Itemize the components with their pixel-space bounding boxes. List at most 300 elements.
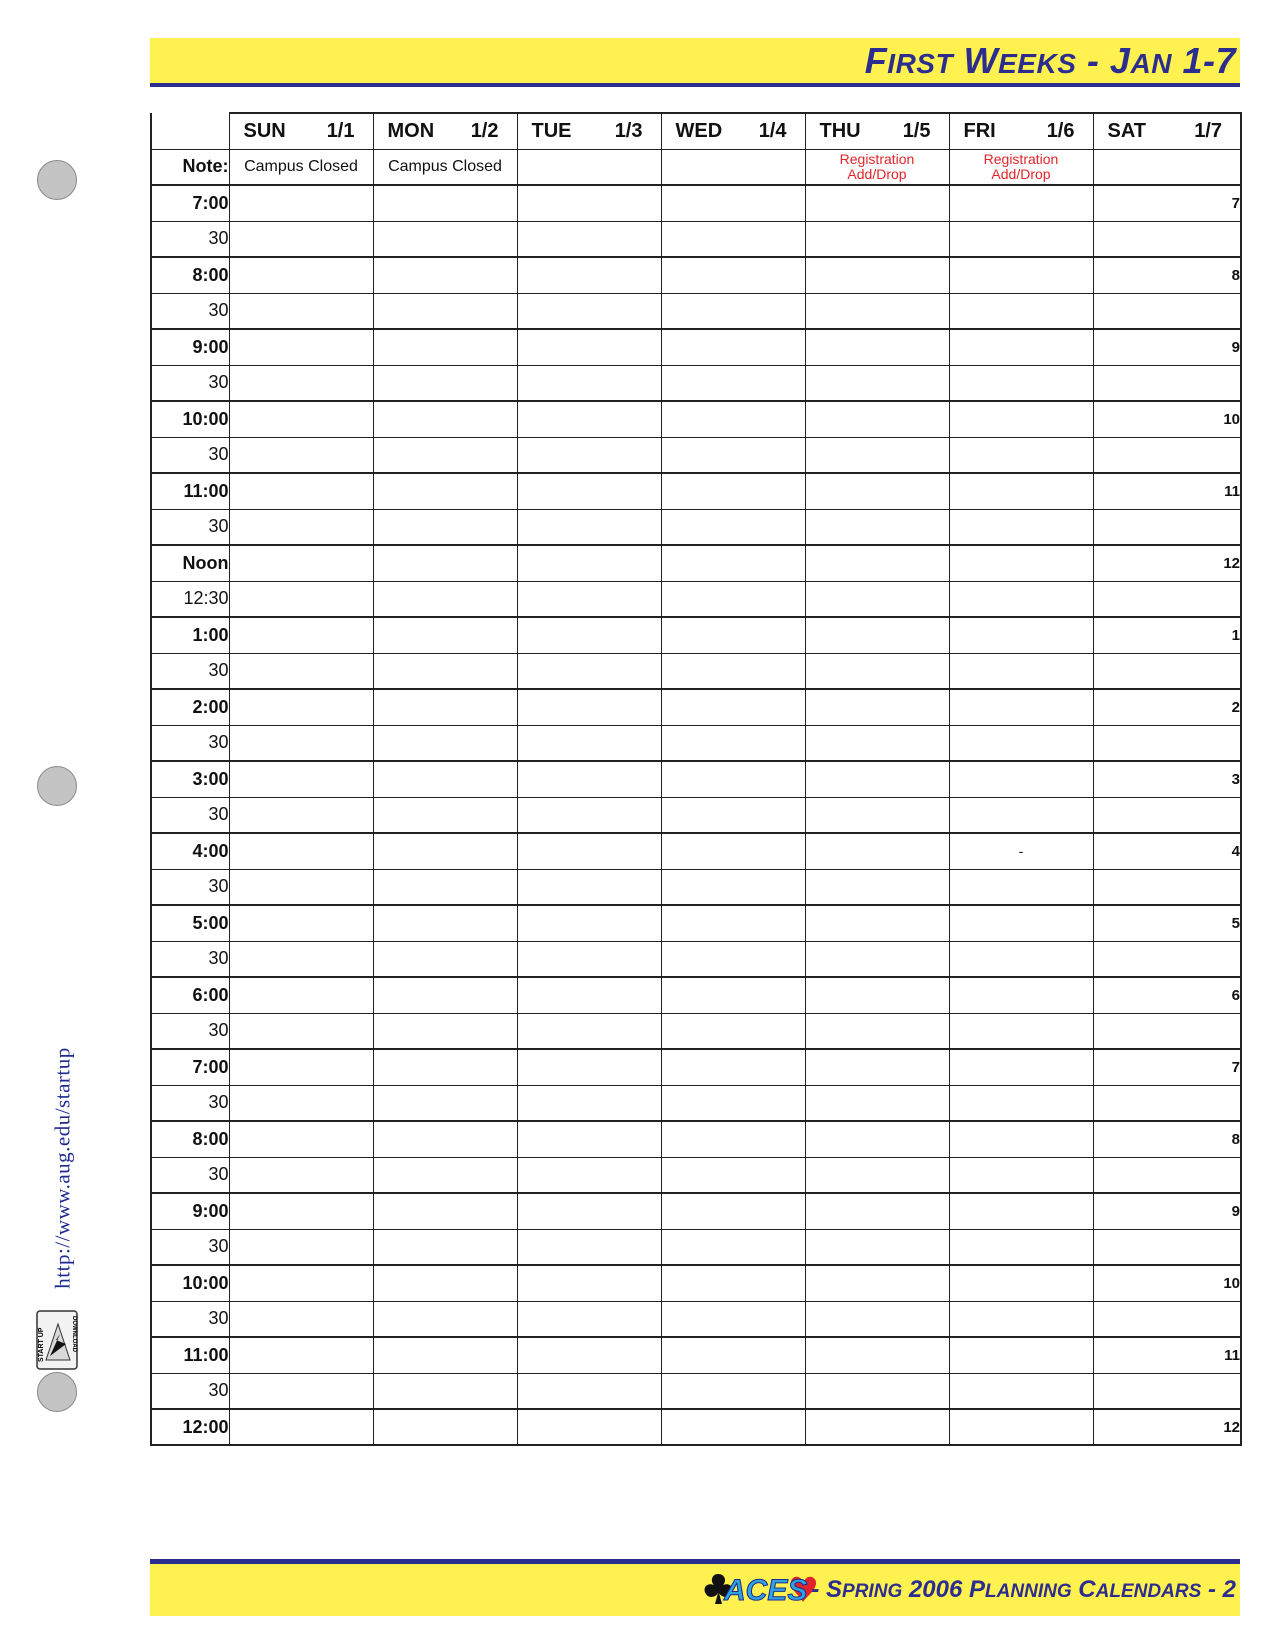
slot-mon[interactable] [373, 725, 517, 761]
slot-sat[interactable]: 3 [1093, 761, 1241, 797]
slot-wed[interactable] [661, 1337, 805, 1373]
time-row [151, 545, 1241, 581]
time-label: 11:00 [151, 1337, 229, 1373]
slot-fri[interactable] [949, 653, 1093, 689]
note-cell-wed[interactable] [661, 149, 805, 185]
time-row [151, 1301, 1241, 1337]
slot-tue[interactable] [517, 761, 661, 797]
slot-fri[interactable] [949, 257, 1093, 293]
time-label: 30 [151, 1085, 229, 1121]
slot-wed[interactable] [661, 905, 805, 941]
slot-sat[interactable]: 9 [1093, 1193, 1241, 1229]
slot-wed[interactable] [661, 1265, 805, 1301]
slot-tue[interactable] [517, 185, 661, 221]
slot-thu[interactable] [805, 977, 949, 1013]
slot-mon[interactable] [373, 509, 517, 545]
time-row [151, 509, 1241, 545]
slot-mon[interactable] [373, 1193, 517, 1229]
slot-wed[interactable] [661, 1049, 805, 1085]
slot-sat[interactable]: 6 [1093, 977, 1241, 1013]
slot-sun[interactable] [229, 689, 373, 725]
slot-fri[interactable]: - [949, 833, 1093, 869]
slot-sun[interactable] [229, 1337, 373, 1373]
slot-mon[interactable] [373, 833, 517, 869]
slot-fri[interactable] [949, 905, 1093, 941]
slot-tue[interactable] [517, 1409, 661, 1445]
slot-tue[interactable] [517, 401, 661, 437]
slot-tue[interactable] [517, 293, 661, 329]
slot-tue[interactable] [517, 1337, 661, 1373]
slot-thu[interactable] [805, 1193, 949, 1229]
slot-fri[interactable] [949, 689, 1093, 725]
slot-mon[interactable] [373, 653, 517, 689]
slot-mon[interactable] [373, 941, 517, 977]
slot-tue[interactable] [517, 1157, 661, 1193]
slot-thu[interactable] [805, 761, 949, 797]
slot-tue[interactable] [517, 1373, 661, 1409]
slot-sat[interactable]: 11 [1093, 1337, 1241, 1373]
slot-wed[interactable] [661, 977, 805, 1013]
slot-mon[interactable] [373, 581, 517, 617]
slot-sat[interactable]: 10 [1093, 401, 1241, 437]
slot-sun[interactable] [229, 653, 373, 689]
slot-mon[interactable] [373, 473, 517, 509]
slot-fri[interactable] [949, 1373, 1093, 1409]
slot-mon[interactable] [373, 545, 517, 581]
slot-mon[interactable] [373, 1013, 517, 1049]
note-cell-mon[interactable]: Campus Closed [373, 149, 517, 185]
slot-thu[interactable] [805, 1265, 949, 1301]
slot-thu[interactable] [805, 1337, 949, 1373]
slot-sat[interactable]: 2 [1093, 689, 1241, 725]
slot-tue[interactable] [517, 221, 661, 257]
slot-fri[interactable] [949, 977, 1093, 1013]
slot-tue[interactable] [517, 833, 661, 869]
time-label: 30 [151, 653, 229, 689]
time-label: 8:00 [151, 1121, 229, 1157]
slot-tue[interactable] [517, 1301, 661, 1337]
slot-tue[interactable] [517, 941, 661, 977]
slot-thu[interactable] [805, 1049, 949, 1085]
slot-fri[interactable] [949, 473, 1093, 509]
slot-fri[interactable] [949, 1121, 1093, 1157]
slot-thu[interactable] [805, 833, 949, 869]
slot-sun[interactable] [229, 1085, 373, 1121]
slot-wed[interactable] [661, 329, 805, 365]
slot-sat[interactable] [1093, 221, 1241, 257]
slot-tue[interactable] [517, 473, 661, 509]
slot-wed[interactable] [661, 545, 805, 581]
slot-sat[interactable] [1093, 1157, 1241, 1193]
slot-sun[interactable] [229, 1301, 373, 1337]
time-label: 8:00 [151, 257, 229, 293]
slot-wed[interactable] [661, 473, 805, 509]
slot-fri[interactable] [949, 1085, 1093, 1121]
day-name: SAT [1107, 119, 1147, 142]
time-label: 2:00 [151, 689, 229, 725]
slot-tue[interactable] [517, 905, 661, 941]
day-date: 1/1 [326, 119, 355, 142]
note-cell-sun[interactable]: Campus Closed [229, 149, 373, 185]
slot-mon[interactable] [373, 221, 517, 257]
slot-sun[interactable] [229, 1193, 373, 1229]
slot-fri[interactable] [949, 617, 1093, 653]
slot-thu[interactable] [805, 365, 949, 401]
slot-tue[interactable] [517, 977, 661, 1013]
slot-thu[interactable] [805, 401, 949, 437]
slot-sat[interactable]: 7 [1093, 185, 1241, 221]
day-name: FRI [963, 119, 996, 142]
slot-sun[interactable] [229, 1013, 373, 1049]
slot-tue[interactable] [517, 437, 661, 473]
time-label: 5:00 [151, 905, 229, 941]
slot-sat[interactable] [1093, 365, 1241, 401]
slot-thu[interactable] [805, 1085, 949, 1121]
slot-wed[interactable] [661, 509, 805, 545]
day-header-sat [1093, 113, 1241, 149]
slot-thu[interactable] [805, 797, 949, 833]
slot-mon[interactable] [373, 1337, 517, 1373]
time-label: 12:30 [151, 581, 229, 617]
slot-sun[interactable] [229, 905, 373, 941]
slot-thu[interactable] [805, 617, 949, 653]
slot-wed[interactable] [661, 689, 805, 725]
time-label: 3:00 [151, 761, 229, 797]
slot-mon[interactable] [373, 329, 517, 365]
slot-sun[interactable] [229, 725, 373, 761]
slot-thu[interactable] [805, 689, 949, 725]
slot-mon[interactable] [373, 257, 517, 293]
slot-thu[interactable] [805, 1301, 949, 1337]
slot-fri[interactable] [949, 1265, 1093, 1301]
note-cell-tue[interactable] [517, 149, 661, 185]
slot-fri[interactable] [949, 1157, 1093, 1193]
slot-sat[interactable]: 1 [1093, 617, 1241, 653]
slot-fri[interactable] [949, 401, 1093, 437]
slot-mon[interactable] [373, 1409, 517, 1445]
slot-thu[interactable] [805, 1409, 949, 1445]
slot-tue[interactable] [517, 581, 661, 617]
time-row [151, 761, 1241, 797]
slot-mon[interactable] [373, 869, 517, 905]
slot-fri[interactable] [949, 185, 1093, 221]
slot-sat[interactable] [1093, 1229, 1241, 1265]
time-row [151, 869, 1241, 905]
slot-fri[interactable] [949, 1049, 1093, 1085]
note-cell-fri[interactable]: Registration Add/Drop [949, 149, 1093, 185]
slot-sun[interactable] [229, 365, 373, 401]
slot-thu[interactable] [805, 257, 949, 293]
slot-thu[interactable] [805, 293, 949, 329]
slot-wed[interactable] [661, 1193, 805, 1229]
slot-wed[interactable] [661, 869, 805, 905]
slot-tue[interactable] [517, 689, 661, 725]
slot-thu[interactable] [805, 185, 949, 221]
slot-sun[interactable] [229, 509, 373, 545]
slot-sun[interactable] [229, 1121, 373, 1157]
slot-sun[interactable] [229, 329, 373, 365]
binder-hole-bottom [37, 1372, 77, 1412]
slot-sun[interactable] [229, 257, 373, 293]
slot-sat[interactable]: 11 [1093, 473, 1241, 509]
slot-sun[interactable] [229, 833, 373, 869]
slot-thu[interactable] [805, 545, 949, 581]
slot-thu[interactable] [805, 473, 949, 509]
slot-sat[interactable] [1093, 581, 1241, 617]
slot-mon[interactable] [373, 1049, 517, 1085]
note-cell-thu[interactable]: Registration Add/Drop [805, 149, 949, 185]
slot-tue[interactable] [517, 1121, 661, 1157]
slot-sun[interactable] [229, 437, 373, 473]
slot-sat[interactable]: 5 [1093, 905, 1241, 941]
slot-sun[interactable] [229, 977, 373, 1013]
slot-mon[interactable] [373, 1157, 517, 1193]
slot-mon[interactable] [373, 437, 517, 473]
slot-sat[interactable]: 4 [1093, 833, 1241, 869]
slot-sun[interactable] [229, 941, 373, 977]
slot-sat[interactable] [1093, 725, 1241, 761]
slot-fri[interactable] [949, 329, 1093, 365]
slot-thu[interactable] [805, 437, 949, 473]
slot-sun[interactable] [229, 797, 373, 833]
binder-hole-top [37, 160, 77, 200]
slot-fri[interactable] [949, 1193, 1093, 1229]
time-label: 6:00 [151, 977, 229, 1013]
slot-sun[interactable] [229, 185, 373, 221]
slot-mon[interactable] [373, 977, 517, 1013]
slot-wed[interactable] [661, 1373, 805, 1409]
slot-tue[interactable] [517, 869, 661, 905]
slot-thu[interactable] [805, 1121, 949, 1157]
slot-wed[interactable] [661, 1121, 805, 1157]
slot-sat[interactable] [1093, 941, 1241, 977]
slot-sun[interactable] [229, 293, 373, 329]
startup-url-link[interactable]: http://www.aug.edu/startup [50, 1047, 75, 1289]
slot-wed[interactable] [661, 1409, 805, 1445]
slot-sat[interactable] [1093, 1373, 1241, 1409]
slot-sat[interactable] [1093, 1013, 1241, 1049]
slot-sun[interactable] [229, 761, 373, 797]
slot-sat[interactable] [1093, 293, 1241, 329]
slot-mon[interactable] [373, 1121, 517, 1157]
slot-wed[interactable] [661, 185, 805, 221]
slot-mon[interactable] [373, 689, 517, 725]
slot-fri[interactable] [949, 437, 1093, 473]
day-date: 1/4 [758, 119, 787, 142]
time-label: 30 [151, 725, 229, 761]
day-name: MON [387, 119, 435, 142]
slot-thu[interactable] [805, 725, 949, 761]
slot-thu[interactable] [805, 509, 949, 545]
slot-sat[interactable]: 12 [1093, 1409, 1241, 1445]
slot-fri[interactable] [949, 797, 1093, 833]
slot-fri[interactable] [949, 509, 1093, 545]
slot-thu[interactable] [805, 1013, 949, 1049]
slot-tue[interactable] [517, 797, 661, 833]
slot-sun[interactable] [229, 545, 373, 581]
time-row [151, 689, 1241, 725]
slot-tue[interactable] [517, 509, 661, 545]
slot-mon[interactable] [373, 797, 517, 833]
slot-thu[interactable] [805, 869, 949, 905]
slot-mon[interactable] [373, 293, 517, 329]
slot-tue[interactable] [517, 1193, 661, 1229]
slot-mon[interactable] [373, 1229, 517, 1265]
slot-wed[interactable] [661, 725, 805, 761]
slot-sat[interactable]: 10 [1093, 1265, 1241, 1301]
binder-hole-middle [37, 766, 77, 806]
slot-fri[interactable] [949, 1013, 1093, 1049]
slot-sun[interactable] [229, 1157, 373, 1193]
slot-fri[interactable] [949, 221, 1093, 257]
slot-fri[interactable] [949, 725, 1093, 761]
slot-wed[interactable] [661, 365, 805, 401]
slot-sun[interactable] [229, 1229, 373, 1265]
day-name: THU [819, 119, 861, 142]
slot-fri[interactable] [949, 545, 1093, 581]
time-label: 30 [151, 1157, 229, 1193]
slot-sat[interactable] [1093, 1085, 1241, 1121]
slot-wed[interactable] [661, 797, 805, 833]
slot-wed[interactable] [661, 437, 805, 473]
slot-tue[interactable] [517, 365, 661, 401]
slot-sun[interactable] [229, 1049, 373, 1085]
slot-wed[interactable] [661, 617, 805, 653]
slot-fri[interactable] [949, 365, 1093, 401]
time-row [151, 833, 1241, 869]
note-cell-sat[interactable] [1093, 149, 1241, 185]
slot-wed[interactable] [661, 293, 805, 329]
slot-tue[interactable] [517, 617, 661, 653]
slot-thu[interactable] [805, 1229, 949, 1265]
slot-sun[interactable] [229, 1409, 373, 1445]
slot-mon[interactable] [373, 1301, 517, 1337]
slot-tue[interactable] [517, 1013, 661, 1049]
time-label: Noon [151, 545, 229, 581]
slot-tue[interactable] [517, 653, 661, 689]
time-label: 30 [151, 293, 229, 329]
slot-sun[interactable] [229, 617, 373, 653]
slot-thu[interactable] [805, 221, 949, 257]
slot-sat[interactable] [1093, 869, 1241, 905]
slot-wed[interactable] [661, 941, 805, 977]
slot-fri[interactable] [949, 869, 1093, 905]
slot-mon[interactable] [373, 1085, 517, 1121]
slot-fri[interactable] [949, 761, 1093, 797]
slot-sat[interactable] [1093, 437, 1241, 473]
aces-logo-icon [690, 1566, 820, 1612]
slot-wed[interactable] [661, 1301, 805, 1337]
slot-fri[interactable] [949, 1229, 1093, 1265]
slot-sun[interactable] [229, 473, 373, 509]
slot-wed[interactable] [661, 221, 805, 257]
slot-tue[interactable] [517, 1229, 661, 1265]
slot-sat[interactable]: 8 [1093, 1121, 1241, 1157]
slot-tue[interactable] [517, 545, 661, 581]
slot-sat[interactable] [1093, 797, 1241, 833]
footer-title: - SPRING 2006 PLANNING CALENDARS - 2 [811, 1576, 1236, 1603]
slot-sat[interactable]: 9 [1093, 329, 1241, 365]
slot-tue[interactable] [517, 725, 661, 761]
slot-thu[interactable] [805, 905, 949, 941]
slot-wed[interactable] [661, 1013, 805, 1049]
time-row [151, 1157, 1241, 1193]
slot-wed[interactable] [661, 833, 805, 869]
time-row [151, 365, 1241, 401]
slot-wed[interactable] [661, 401, 805, 437]
slot-sat[interactable] [1093, 509, 1241, 545]
slot-mon[interactable] [373, 905, 517, 941]
slot-sun[interactable] [229, 869, 373, 905]
slot-wed[interactable] [661, 257, 805, 293]
slot-mon[interactable] [373, 185, 517, 221]
slot-thu[interactable] [805, 653, 949, 689]
slot-wed[interactable] [661, 1229, 805, 1265]
slot-sat[interactable] [1093, 1301, 1241, 1337]
time-label: 7:00 [151, 185, 229, 221]
time-row [151, 1229, 1241, 1265]
slot-tue[interactable] [517, 1085, 661, 1121]
slot-wed[interactable] [661, 581, 805, 617]
slot-mon[interactable] [373, 401, 517, 437]
slot-fri[interactable] [949, 1409, 1093, 1445]
slot-tue[interactable] [517, 329, 661, 365]
slot-fri[interactable] [949, 293, 1093, 329]
day-date: 1/2 [470, 119, 499, 142]
svg-text:DOWNLOAD: DOWNLOAD [71, 1316, 77, 1352]
slot-sun[interactable] [229, 1373, 373, 1409]
slot-sat[interactable]: 8 [1093, 257, 1241, 293]
slot-thu[interactable] [805, 1373, 949, 1409]
slot-fri[interactable] [949, 1337, 1093, 1373]
slot-thu[interactable] [805, 1157, 949, 1193]
time-row [151, 257, 1241, 293]
day-header-fri [949, 113, 1093, 149]
slot-mon[interactable] [373, 1265, 517, 1301]
slot-mon[interactable] [373, 617, 517, 653]
slot-thu[interactable] [805, 941, 949, 977]
slot-fri[interactable] [949, 581, 1093, 617]
slot-wed[interactable] [661, 1085, 805, 1121]
time-row [151, 1121, 1241, 1157]
slot-fri[interactable] [949, 941, 1093, 977]
slot-sat[interactable] [1093, 653, 1241, 689]
slot-fri[interactable] [949, 1301, 1093, 1337]
slot-mon[interactable] [373, 365, 517, 401]
note-label: Note: [151, 149, 229, 185]
slot-thu[interactable] [805, 581, 949, 617]
slot-sun[interactable] [229, 581, 373, 617]
slot-wed[interactable] [661, 1157, 805, 1193]
slot-tue[interactable] [517, 257, 661, 293]
slot-sat[interactable]: 12 [1093, 545, 1241, 581]
slot-sun[interactable] [229, 221, 373, 257]
slot-sat[interactable]: 7 [1093, 1049, 1241, 1085]
slot-wed[interactable] [661, 761, 805, 797]
slot-sun[interactable] [229, 1265, 373, 1301]
slot-tue[interactable] [517, 1049, 661, 1085]
slot-mon[interactable] [373, 761, 517, 797]
header-band [150, 38, 1240, 87]
slot-sun[interactable] [229, 401, 373, 437]
slot-thu[interactable] [805, 329, 949, 365]
time-row [151, 1013, 1241, 1049]
slot-wed[interactable] [661, 653, 805, 689]
slot-mon[interactable] [373, 1373, 517, 1409]
time-label: 30 [151, 365, 229, 401]
day-header-mon [373, 113, 517, 149]
slot-tue[interactable] [517, 1265, 661, 1301]
